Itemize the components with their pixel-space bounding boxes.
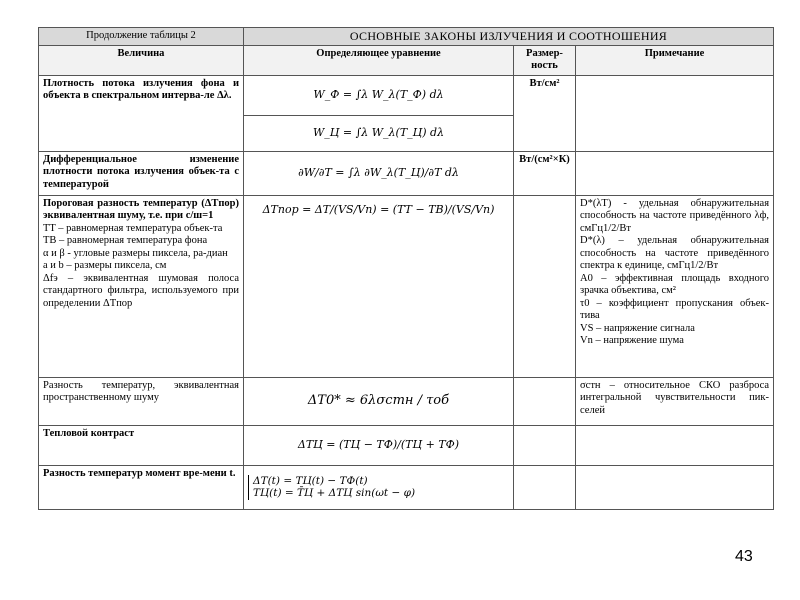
row3-note-5: VS – напряжение сигнала [580, 322, 695, 334]
table-row [39, 465, 774, 509]
row3-name: Пороговая разность температур (ΔTпор) эквивалентная шуму, т.е. при с/ш=1 [43, 197, 239, 221]
table-row [39, 195, 774, 377]
col-quantity: Величина [39, 45, 244, 75]
continuation-label: Продолжение таблицы 2 [39, 28, 244, 46]
row4-note: σстн – относительное СКО разброса интегральной чувствительности пик-селей [576, 377, 774, 425]
row4-name: Разность температур, эквивалентная пространственному шуму [39, 377, 244, 425]
row3-desc-3: α и β - угловые размеры пиксела, ра-диан [43, 247, 228, 259]
row5-name: Тепловой контраст [39, 425, 244, 465]
row6-name: Разность температур момент вре-мени t. [39, 465, 244, 509]
row3-desc-5: Δfэ – эквивалентная шумовая полоса стандартного фильтра, используемого при определении ΔTпор [43, 272, 239, 309]
row5-note [576, 425, 774, 465]
column-headers [39, 45, 774, 75]
row3-desc-4: a и b – размеры пиксела, см [43, 260, 167, 271]
table-row [39, 151, 774, 195]
row3-note-3: A0 – эффективная площадь входного зрачка объектива, см² [580, 272, 770, 296]
row5-unit [514, 425, 576, 465]
table-title: ОСНОВНЫЕ ЗАКОНЫ ИЗЛУЧЕНИЯ И СООТНОШЕНИЯ [244, 28, 774, 46]
col-dimension: Размер-ность [514, 45, 576, 75]
row2-note [576, 151, 774, 195]
row3-note-4: τ0 – коэффициент пропускания объек-тива [580, 297, 770, 321]
row3-note-2: D*(λ) – удельная обнаружительная способность на частоте приведённого спектра к единице, смГц1/2/Вт [580, 235, 770, 271]
row3-equation: ΔTпор = ΔT/(VS/Vn) = (TT − TB)/(VS/Vn) [244, 195, 514, 377]
row3-note-6: Vn – напряжение шума [580, 335, 684, 346]
table-row [39, 75, 774, 115]
table-row [39, 425, 774, 465]
row3-desc-1: TT – равномерная температура объек-та [43, 222, 223, 234]
row5-equation: ΔTЦ = (TЦ − TФ)/(TЦ + TФ) [244, 425, 514, 465]
row2-unit: Вт/(см²×К) [514, 151, 576, 195]
row3-desc-2: TB – равномерная температура фона [43, 235, 208, 246]
row6-equation-b: TЦ(t) = T̄Ц + ΔTЦ sin(ωt − φ) [253, 487, 416, 499]
table-header-row [39, 28, 774, 46]
row6-equation-system [248, 475, 415, 500]
table-row [39, 377, 774, 425]
row1-unit: Вт/см² [514, 75, 576, 151]
row3-note [576, 195, 774, 377]
row2-equation: ∂W/∂T = ∫λ ∂W_λ(T_Ц)/∂T dλ [244, 151, 514, 195]
row3-note-1: D*(λT) - удельная обнаружительная способность на частоте приведённого λф, смГц1/2/Вт [580, 197, 770, 234]
page-number: 43 [735, 548, 753, 565]
row4-equation: ΔT0* ≈ 6λσстн / τоб [244, 377, 514, 425]
row1-note [576, 75, 774, 151]
row6-equation-a: ΔT(t) = TЦ(t) − TФ(t) [253, 474, 368, 487]
row4-unit [514, 377, 576, 425]
row6-unit [514, 465, 576, 509]
row1-equation-b: W_Ц = ∫λ W_λ(T_Ц) dλ [244, 115, 514, 151]
col-equation: Определяющее уравнение [244, 45, 514, 75]
row1-equation-a: W_Ф = ∫λ W_λ(T_Ф) dλ [244, 75, 514, 115]
row1-name: Плотность потока излучения фона и объекта в спектральном интерва-ле Δλ. [39, 75, 244, 151]
radiation-laws-table [38, 27, 774, 510]
row2-name: Дифференциальное изменение плотности потока излучения объек-та с температурой [39, 151, 244, 195]
row6-note [576, 465, 774, 509]
row3-unit [514, 195, 576, 377]
row3-name-cell [39, 195, 244, 377]
col-note: Примечание [576, 45, 774, 75]
row6-equation-cell [244, 465, 514, 509]
